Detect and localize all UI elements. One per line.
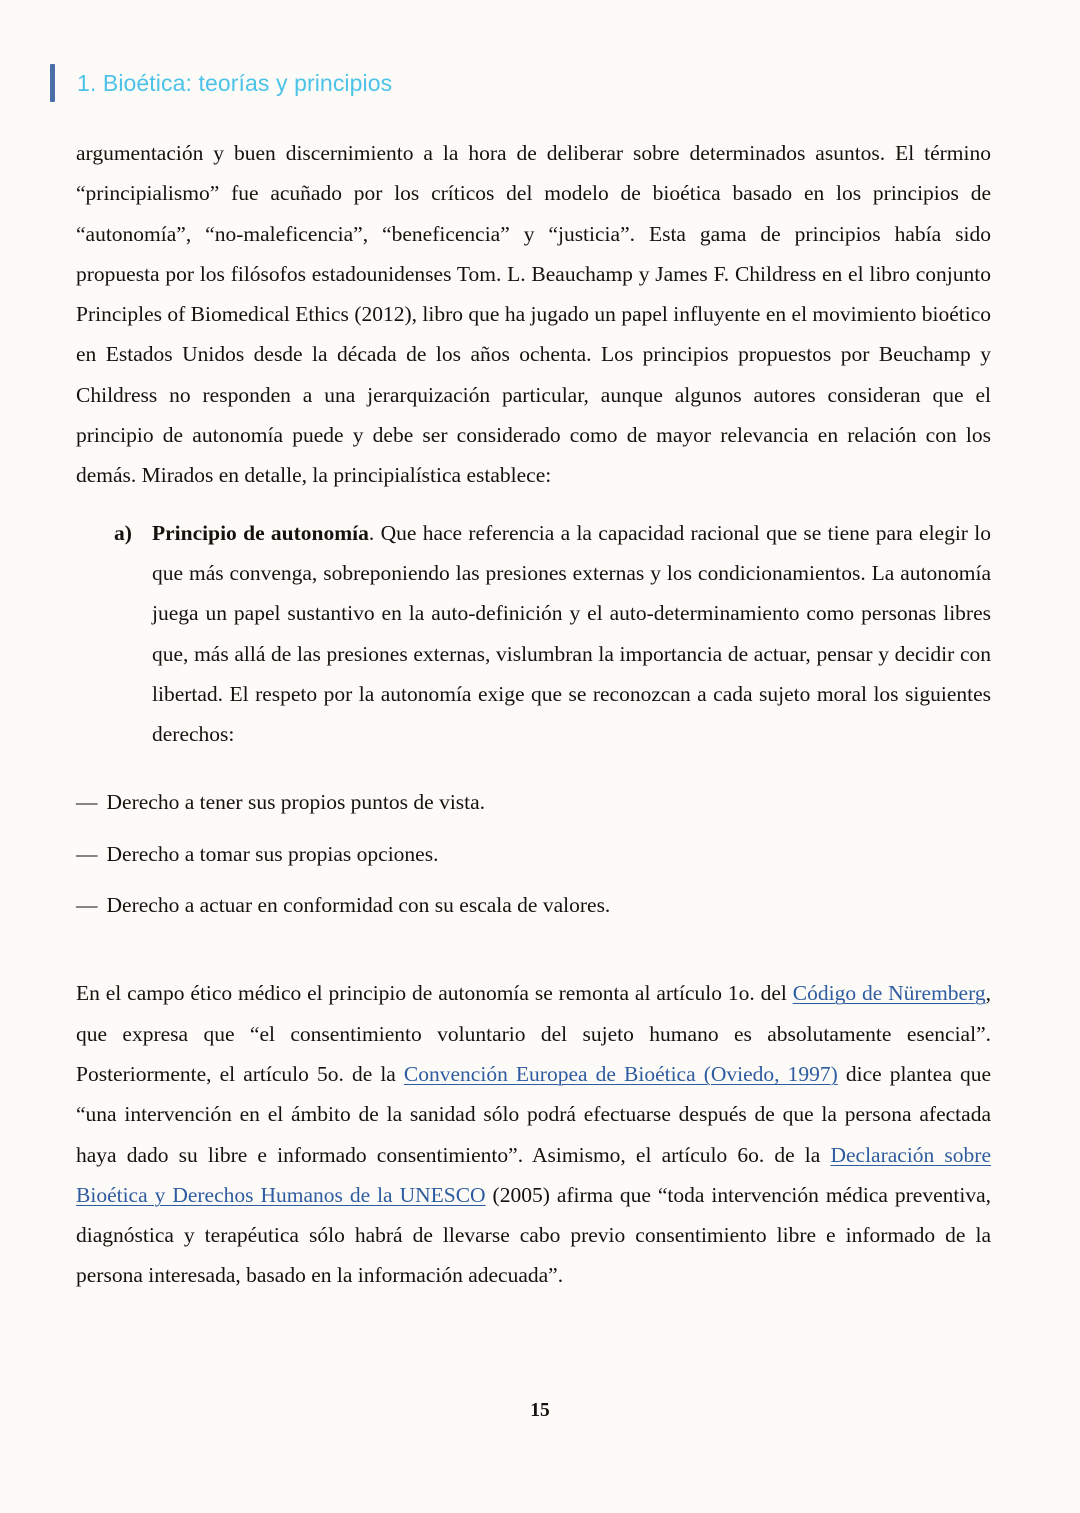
dash-list <box>76 782 991 925</box>
paragraph-segment: dice plantea que “una intervención en el ámbito de la sanidad sólo podrá efectuarse después de que la persona afectada haya dado su libre e informado consentimiento”. Asimismo, el artículo 6o. de la <box>76 1061 991 1167</box>
link-declaracion-unesco[interactable]: Declaración sobre Bioética y Derechos Humanos de la UNESCO <box>76 1142 992 1207</box>
list-item-text: Derecho a tomar sus propias opciones. <box>106 841 439 866</box>
list-item-a-title: Principio de autonomía <box>152 520 369 545</box>
page-title: 1. Bioética: teorías y principios <box>77 69 393 96</box>
page-number: 15 <box>530 1400 550 1421</box>
link-codigo-de-nuremberg[interactable]: Código de Nüremberg <box>792 981 986 1006</box>
running-header <box>50 64 392 102</box>
lettered-list <box>76 513 991 755</box>
list-item <box>76 782 991 822</box>
list-item-text: Derecho a actuar en conformidad con su escala de valores. <box>106 893 611 918</box>
spacer <box>76 754 991 771</box>
paragraph-segment: (2005) afirma que “toda intervención médica preventiva, diagnóstica y terapéutica sólo habrá de llevarse cabo previo consentimiento libre e informado de la persona interesada, basado en la información adecuada”. <box>76 1182 991 1288</box>
link-convencion-europea-de-bioetica[interactable]: Convención Europea de Bioética (Oviedo, 1997) <box>403 1061 838 1086</box>
list-item <box>76 885 991 925</box>
paragraph-legal-references <box>76 973 991 1295</box>
paragraph-segment: , que expresa que “el consentimiento voluntario del sujeto humano es absolutamente esencial”. Posteriormente, el artículo 5o. de la <box>76 981 991 1086</box>
header-accent-bar <box>50 64 55 102</box>
list-item-a-text: . Que hace referencia a la capacidad racional que se tiene para elegir lo que más convenga, sobreponiendo las presiones externas y los condicionamientos. La autonomía juega un papel sustantivo en la auto-definición y el auto-determinamiento como personas libres que, más allá de las presiones externas, vislumbran la importancia de actuar, pensar y decidir con libertad. El respeto por la autonomía exige que se reconozcan a cada sujeto moral los siguientes derechos: <box>152 520 991 747</box>
em-dash-bullet: — <box>76 841 98 866</box>
document-body <box>76 133 991 1296</box>
list-item-text: Derecho a tener sus propios puntos de vista. <box>106 790 486 815</box>
list-marker-a: a) <box>114 520 132 545</box>
list-item-a <box>76 513 991 755</box>
paragraph-segment: En el campo ético médico el principio de autonomía se remonta al artículo 1o. del <box>76 981 793 1006</box>
em-dash-bullet: — <box>76 893 98 918</box>
spacer <box>76 925 991 973</box>
em-dash-bullet: — <box>76 790 98 815</box>
list-item <box>76 834 991 874</box>
spacer <box>76 496 991 513</box>
paragraph-intro: argumentación y buen discernimiento a la hora de deliberar sobre determinados asuntos. El término “principialismo” fue acuñado por los críticos del modelo de bioética basado en los principios de “autonomía”, “no-maleficencia”, “beneficencia” y “justicia”. Esta gama de principios había sido propuesta por los filósofos estadounidenses Tom. L. Beauchamp y James F. Childress en el libro conjunto Principles of Biomedical Ethics (2012), libro que ha jugado un papel influyente en el movimiento bioético en Estados Unidos desde la década de los años ochenta. Los principios propuestos por Beuchamp y Childress no responden a una jerarquización particular, aunque algunos autores consideran que el principio de autonomía puede y debe ser considerado como de mayor relevancia en relación con los demás. Mirados en detalle, la principialística establece: <box>76 141 991 488</box>
